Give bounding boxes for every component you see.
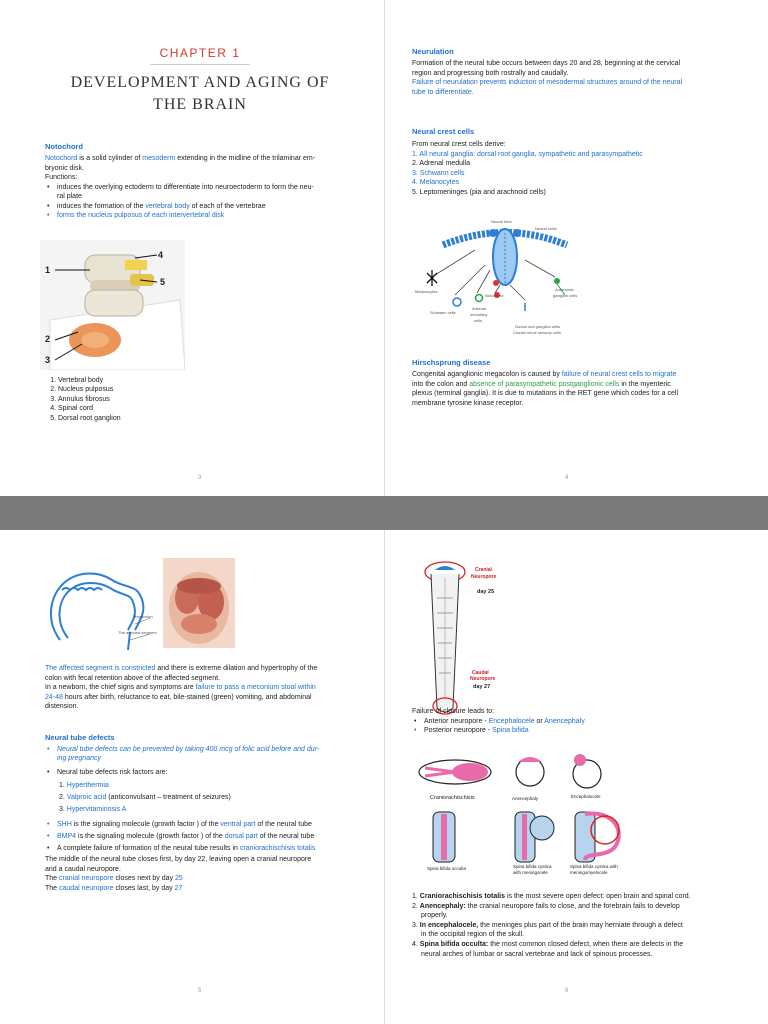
text-span: A complete failure of formation of the neural tube results in xyxy=(57,845,240,853)
neural-crest-text xyxy=(412,140,757,198)
page-3 xyxy=(0,0,385,496)
defect-item: 2. Anencephaly: the cranial neuropore fails to close, and the forebrain fails to develop xyxy=(412,902,680,910)
text-span: the most common closed defect, when there are defects in the xyxy=(488,940,684,948)
neural-crest-heading: Neural crest cells xyxy=(412,127,475,136)
text-line: distension. xyxy=(45,703,79,711)
cranial-label: Cranial xyxy=(475,567,492,573)
chapter-label: CHAPTER 1 xyxy=(159,46,241,60)
text-span: Hyperthermia xyxy=(66,782,109,790)
page-number: 3 xyxy=(198,475,202,481)
diag-neural-crest: Neural crest xyxy=(535,226,557,231)
notochord-link: Notochord xyxy=(45,155,78,162)
legend-item: 3. Annulus fibrosus xyxy=(58,395,248,404)
page-6 xyxy=(385,530,768,1024)
cranial-neuropore-label: Neuropore xyxy=(471,574,497,580)
text-span: cranial neuropore xyxy=(59,875,114,883)
risk-factor: 2. Valproic acid (anticonvulsant – treatment of seizures) xyxy=(59,794,231,802)
chapter-rule xyxy=(150,64,250,65)
text-span: The xyxy=(45,885,60,892)
vertebra-image xyxy=(40,240,185,370)
cranio-label: Craniorachischisis xyxy=(430,795,475,801)
legend-item: 2. Nucleus pulposus xyxy=(58,385,248,394)
text-line: Failure of neurulation prevents induction of mesodermal structures around of the neural xyxy=(412,79,683,87)
label-3: 3 xyxy=(45,355,51,365)
text-line: plexus (terminal ganglia). It is due to mutations in the RET gene which codes for a cell xyxy=(412,390,679,398)
vertebra-legend xyxy=(48,376,248,423)
text-span: extending in the midline of the trilaminar em- xyxy=(175,155,316,162)
diag-adrenal: Adrenal xyxy=(472,306,486,311)
text-span: caudal neuropore xyxy=(59,885,114,892)
chapter-title-line1: DEVELOPMENT AND AGING OF xyxy=(70,74,330,91)
text-span: Anencephaly: xyxy=(419,902,466,910)
text-span: The xyxy=(45,875,60,883)
ntd-text xyxy=(45,745,370,894)
hirschsprung-description xyxy=(45,664,365,712)
label-4: 4 xyxy=(158,250,164,260)
text-span: into the colon and xyxy=(412,380,470,388)
text-span: of each of the vertebrae xyxy=(189,202,266,210)
ence-label: Encephalocele xyxy=(571,794,601,799)
risk-factor: 1. Hyperthermia xyxy=(59,782,109,790)
text-line: membrane tyrosine kinase receptor. xyxy=(412,399,524,407)
diag-ganglion-cells: ganglion cells xyxy=(553,293,578,298)
text-line: in the occipital region of the skull. xyxy=(421,931,525,939)
text-span: is the signaling molecule (growth factor ) of the xyxy=(71,821,221,829)
text-span: hours after birth, reluctance to eat, bile-stained (green) vomiting, and abdominal xyxy=(62,693,312,701)
text-span: Congenital aganglionic megacolon is caused by xyxy=(412,371,562,378)
text-span: Anencephaly xyxy=(544,717,585,725)
text-line: From neural crest cells derive: xyxy=(412,141,506,148)
text-span: Schwann cells xyxy=(419,169,465,177)
notochord-text xyxy=(45,154,365,220)
text-line: colon with fecal retention above of the affected segment. xyxy=(45,674,220,682)
ntd-item xyxy=(53,819,370,831)
text-span: failure to pass a meconium stool within xyxy=(195,684,316,692)
text-span: BMP4 xyxy=(57,833,77,841)
text-span: or xyxy=(534,717,545,725)
text-span: Posterior neuropore - xyxy=(424,727,493,734)
hirschsprung-text xyxy=(412,370,757,408)
neural-tube-defects-illustration xyxy=(415,752,645,872)
neuropore-diagram xyxy=(415,558,475,718)
page-number: 6 xyxy=(565,988,569,994)
text-line: neural arches of lumbar or sacral vertebrae and lack of spinous processes. xyxy=(421,950,653,958)
text-span: is the signaling molecule (growth factor ) of the xyxy=(76,833,225,841)
text-span: induces the overlying ectoderm to differentiate into neuroectoderm to form the neu- xyxy=(57,183,314,191)
closure-item xyxy=(420,726,752,735)
caudal-label: Caudal xyxy=(472,670,489,676)
text-span: induces the formation of the xyxy=(57,202,146,210)
risk-factor: 3. Hypervitaminosis A xyxy=(59,806,127,814)
mesoderm-link: mesoderm xyxy=(142,155,176,162)
text-span: is a solid cylinder of xyxy=(77,155,143,162)
text-span: Spina bifida occulta: xyxy=(419,940,489,948)
sbo-label: Spina bifida occulta xyxy=(427,866,467,871)
hirschsprung-heading: Hirschsprung disease xyxy=(412,358,491,367)
sbc-meningocele-label: with meningocele xyxy=(513,870,548,875)
text-span: dorsal part xyxy=(224,833,258,841)
vertebral-body-link: vertebral body xyxy=(145,202,190,210)
text-span: Melanocytes xyxy=(419,179,460,187)
day25-label: day 25 xyxy=(477,589,495,595)
abdomen-image xyxy=(163,558,235,648)
ntd-item: • Neural tube defects risk factors are: xyxy=(53,768,370,777)
functions-label: Functions: xyxy=(45,174,78,182)
neural-crest-diagram xyxy=(415,215,595,340)
ntd-item xyxy=(53,745,370,764)
text-span: In encephalocele, xyxy=(419,921,479,929)
closure-item xyxy=(420,717,752,726)
failure-of-closure xyxy=(412,707,752,735)
text-span: The affected segment is constricted xyxy=(45,665,156,672)
affected-segment-label: The affected segment xyxy=(118,630,157,635)
text-span: in the myenteric xyxy=(619,380,671,388)
text-span: of the neural tube xyxy=(255,821,312,829)
defect-item: 1. Craniorachischisis totalis is the most severe open defect: open brain and spinal cord. xyxy=(412,893,691,900)
text-span: Valproic acid xyxy=(66,794,107,802)
text-line: Formation of the neural tube occurs between days 20 and 28, beginning at the cervical xyxy=(412,60,681,67)
megacolon-label: Megacolon xyxy=(133,614,153,619)
day27-label: day 27 xyxy=(473,684,491,690)
diag-cranial-sensory: Cranial nerve sensory cells xyxy=(513,330,562,335)
sbc2-label: Spina bifida cystica with xyxy=(570,864,618,869)
text-span: (anticonvulsant – treatment of seizures) xyxy=(106,794,231,802)
chapter-title-line2: THE BRAIN xyxy=(153,96,247,113)
text-line: Failure of closure leads to: xyxy=(412,708,495,715)
crest-item: 5. Leptomeninges (pia and arachnoid cells) xyxy=(412,188,546,196)
caudal-neuropore-label: Neuropore xyxy=(470,676,496,682)
function-item xyxy=(53,202,365,211)
text-line: region and progressing both rostrally and caudally. xyxy=(412,69,569,77)
crest-item: 2. Adrenal medulla xyxy=(412,160,470,168)
defect-item: 4. Spina bifida occulta: the most common closed defect, when there are defects in the xyxy=(412,940,684,948)
text-span: Neural tube defects can be prevented by taking 400 mcg of folic acid before and dur- xyxy=(57,746,320,753)
defect-item: 3. In encephalocele, the meninges plus part of the brain may herniate through a defect xyxy=(412,921,683,929)
function-item xyxy=(53,183,365,202)
ntd-item xyxy=(53,831,370,843)
notochord-heading: Notochord xyxy=(45,142,83,151)
diag-neural-tube: Neural tube xyxy=(491,219,512,224)
text-line: and a caudal neuropore. xyxy=(45,865,121,873)
ntd-heading: Neural tube defects xyxy=(45,733,115,742)
text-span: All neural ganglia: dorsal root ganglia, sympathetic and parasympathetic xyxy=(419,150,643,158)
colon-diagram xyxy=(40,560,160,655)
diag-autonomic: Autonomic xyxy=(555,287,574,292)
crest-item: 1. All neural ganglia: dorsal root ganglia, sympathetic and parasympathetic xyxy=(412,150,643,158)
page-5 xyxy=(0,530,385,1024)
text-span: of the neural tube xyxy=(257,833,315,841)
neurulation-heading: Neurulation xyxy=(412,47,454,56)
crest-item: 4. Melanocytes xyxy=(412,179,460,187)
ntd-item xyxy=(53,843,370,855)
diag-melanocytes: Melanocytes xyxy=(415,289,438,294)
text-span: ventral part xyxy=(220,821,256,829)
text-span: craniorachischisis totalis xyxy=(239,845,316,853)
text-span: Anterior neuropore - xyxy=(424,717,489,725)
legend-item: 1. Vertebral body xyxy=(58,376,248,385)
text-span: Adrenal medulla xyxy=(419,160,470,168)
label-5: 5 xyxy=(160,277,166,287)
text-span: Encephalocele xyxy=(488,717,535,725)
anen-label: Anencephaly xyxy=(512,796,539,801)
text-span: Spina bifida xyxy=(492,727,529,734)
sbc2-meningomyelocele-label: meningomyelocele xyxy=(570,870,608,875)
text-line: The middle of the neural tube closes first, by day 22, leaving open a cranial neuropore xyxy=(45,856,312,864)
label-2: 2 xyxy=(45,334,51,344)
functions-list xyxy=(45,183,365,221)
legend-item: 4. Spinal cord xyxy=(58,404,248,413)
neurulation-text xyxy=(412,59,757,97)
legend-item: 5. Dorsal root ganglion xyxy=(58,414,248,423)
label-1: 1 xyxy=(45,265,51,275)
page-4 xyxy=(385,0,768,496)
text-span: closes next by day xyxy=(113,875,175,883)
text-span: closes last, by day xyxy=(113,885,175,892)
text-span: ral plate xyxy=(57,193,82,201)
text-span: Craniorachischisis totalis xyxy=(419,893,505,900)
text-span: the cranial neuropore fails to close, and the forebrain fails to develop xyxy=(465,902,680,910)
text-span: absence of parasympathetic postganglionic cells xyxy=(469,380,620,388)
text-span: and there is extreme dilation and hypertrophy of the xyxy=(155,665,318,672)
diag-dorsal-root: Dorsal root ganglion cells xyxy=(515,324,560,329)
text-line: bryonic disk. xyxy=(45,164,84,172)
text-span: failure of neural crest cells to migrate xyxy=(561,371,677,378)
defects-list xyxy=(412,892,757,959)
text-line: properly. xyxy=(421,912,448,920)
text-span: 24-48 xyxy=(45,693,63,701)
diag-schwann: Schwann cells xyxy=(430,310,456,315)
text-line: tube to differentiate. xyxy=(412,88,474,96)
text-span: Hypervitaminosis A xyxy=(66,806,127,814)
page-number: 4 xyxy=(565,475,569,481)
text-span: 25 xyxy=(174,875,183,883)
page-number: 5 xyxy=(198,988,202,994)
sbc-label: Spina bifida cystica xyxy=(513,864,552,869)
text-span: SHH xyxy=(57,821,72,829)
function-item: • forms the nucleus pulposus of each intervertebral disk xyxy=(53,211,365,220)
diag-notochord: Notochord xyxy=(485,293,504,298)
text-span: is the most severe open defect: open brain and spinal cord. xyxy=(505,893,691,900)
text-span: ing pregnancy xyxy=(57,755,101,763)
diag-medullary: medullary xyxy=(470,312,488,317)
text-span: Leptomeninges (pia and arachnoid cells) xyxy=(419,188,546,196)
diag-cells: cells xyxy=(474,318,483,323)
text-span: 27 xyxy=(174,885,183,892)
crest-item: 3. Schwann cells xyxy=(412,169,465,177)
text-span: the meninges plus part of the brain may herniate through a defect xyxy=(478,921,683,929)
text-span: In a newborn, the chief signs and symptoms are xyxy=(45,684,196,692)
